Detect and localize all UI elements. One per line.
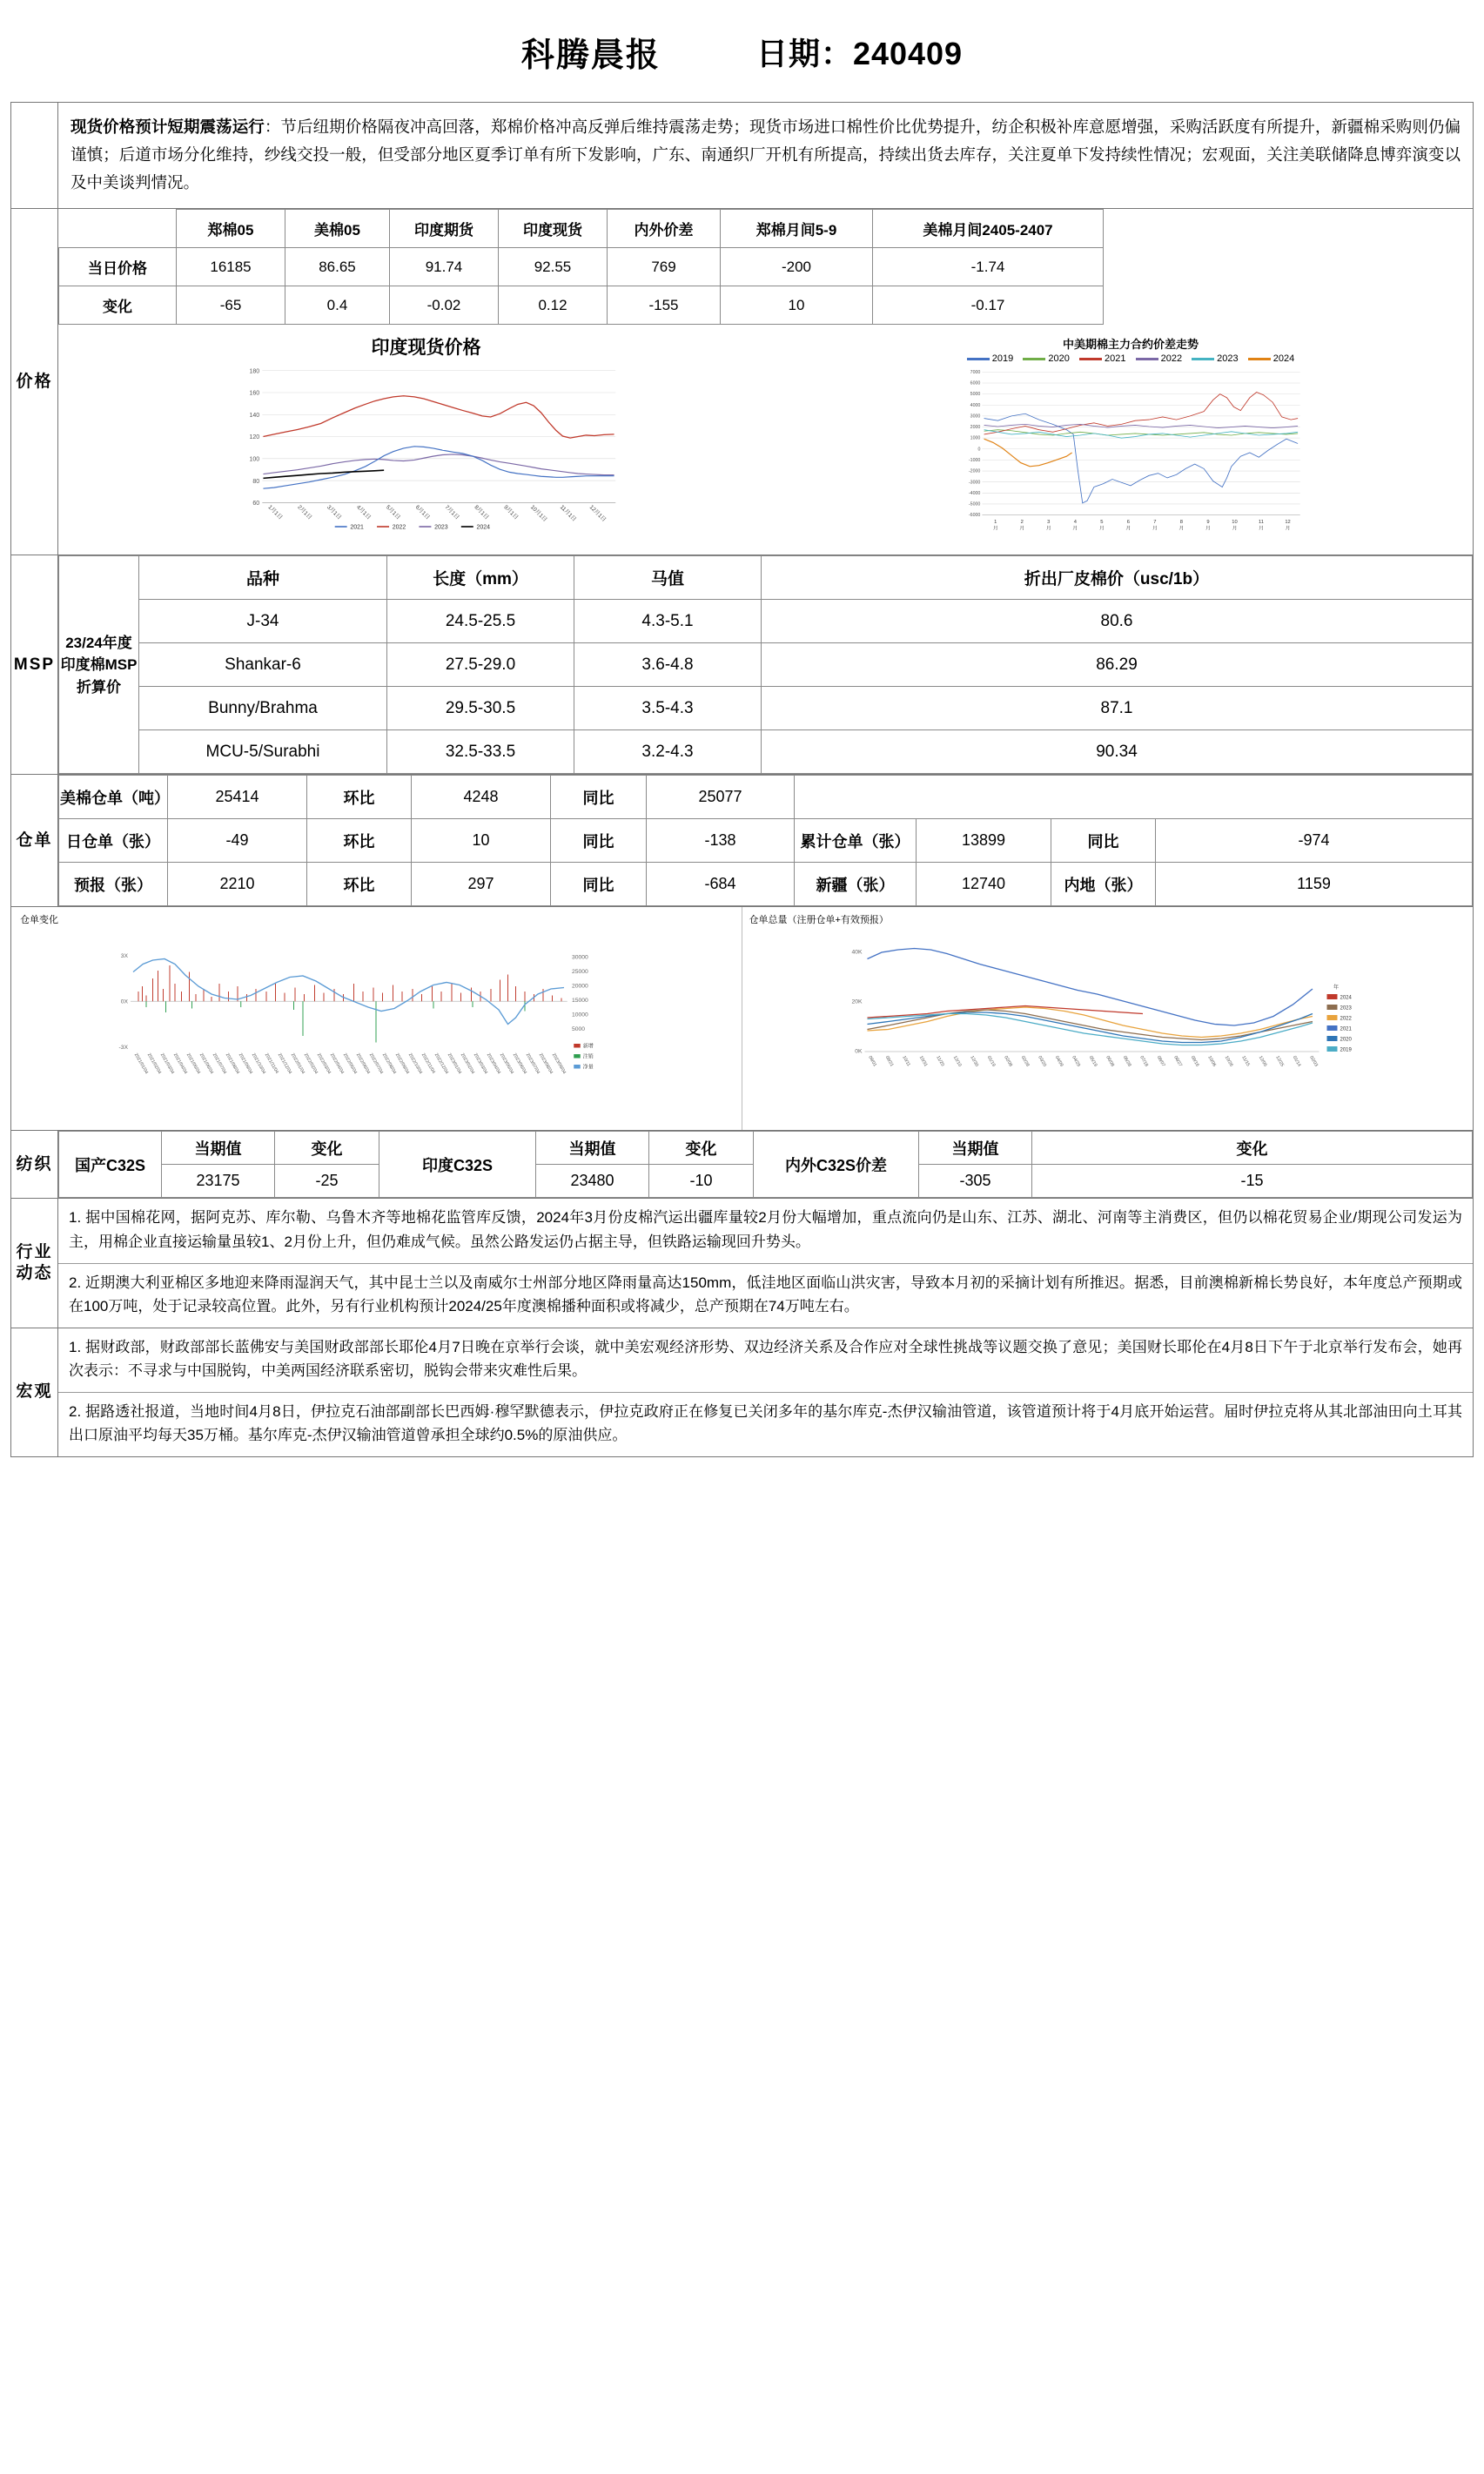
svg-text:2022/09/04: 2022/09/04: [393, 1052, 411, 1076]
summary-text: [71, 113, 1460, 196]
svg-text:12/25: 12/25: [1273, 1055, 1285, 1068]
svg-text:2023/01/04: 2023/01/04: [446, 1052, 463, 1076]
price-change-6: -0.17: [873, 286, 1104, 325]
svg-text:月: 月: [1205, 526, 1211, 532]
price-current-0: 16185: [177, 248, 285, 286]
wh-r2-k1: 日仓单（张）: [59, 819, 168, 863]
svg-text:月: 月: [1098, 526, 1105, 532]
svg-text:-3000: -3000: [968, 480, 981, 486]
svg-text:2022/10/04: 2022/10/04: [406, 1052, 424, 1076]
wh-r3-k5: 内地（张）: [1051, 863, 1156, 906]
svg-text:2024: 2024: [1340, 995, 1352, 1001]
cn-us-spread-chart-svg: [797, 366, 1464, 540]
svg-text:10/26: 10/26: [1223, 1055, 1234, 1068]
wh-r1-k1: 美棉仓单（吨）: [59, 776, 168, 819]
price-current-6: -1.74: [873, 248, 1104, 286]
summary-row-label: [11, 103, 58, 209]
svg-text:注销: 注销: [582, 1054, 594, 1060]
textile-table: [58, 1131, 1473, 1198]
wh-r1-k2: 环比: [307, 776, 412, 819]
msp-variety-1: Shankar-6: [139, 643, 387, 687]
textile-domestic-chg: -25: [275, 1165, 379, 1198]
svg-text:-4000: -4000: [968, 491, 981, 497]
svg-text:03/20: 03/20: [1036, 1055, 1047, 1068]
svg-text:0: 0: [977, 447, 981, 453]
svg-text:-1000: -1000: [968, 458, 981, 464]
svg-text:2022/04/04: 2022/04/04: [328, 1052, 346, 1076]
svg-text:-6000: -6000: [968, 513, 981, 519]
price-row-current: [59, 248, 1473, 286]
svg-text:2021/10/04: 2021/10/04: [250, 1052, 267, 1076]
msp-length-1: 27.5-29.0: [387, 643, 574, 687]
svg-text:120: 120: [249, 434, 260, 441]
industry-para-2: 2. 近期澳大利亚棉区多地迎来降雨湿润天气，其中昆士兰以及南威尔士州部分地区降雨量高达150mm，低洼地区面临山洪灾害，导致本月初的采摘计划有所推迟。据悉，目前澳棉新棉长势良好，本年度总产预期或在100万吨，处于记录较高位置。此外，另有行业机构预计2024/25年度澳棉播种面积或将减少，总产预期在74万吨左右。: [58, 1263, 1473, 1328]
svg-text:1000: 1000: [970, 436, 981, 442]
svg-text:年: 年: [1333, 985, 1339, 992]
price-change-4: -155: [608, 286, 721, 325]
report-outer-table: [10, 102, 1474, 1457]
svg-text:3000: 3000: [970, 413, 981, 420]
price-row-current-label: 当日价格: [59, 248, 177, 286]
svg-text:8月1日: 8月1日: [473, 504, 490, 521]
svg-text:2021/08/04: 2021/08/04: [224, 1052, 241, 1076]
svg-text:2021/03/04: 2021/03/04: [158, 1052, 176, 1076]
price-change-1: 0.4: [285, 286, 390, 325]
svg-text:04/09: 04/09: [1053, 1055, 1064, 1068]
warehouse-row: [11, 775, 1474, 907]
warehouse-row-forecast: [59, 863, 1473, 906]
wh-r3-k1: 预报（张）: [59, 863, 168, 906]
msp-price-3: 90.34: [762, 730, 1473, 774]
warehouse-charts-cell: [11, 907, 1474, 1131]
svg-text:10月1日: 10月1日: [528, 504, 548, 524]
wh-r2-k3: 同比: [551, 819, 647, 863]
msp-length-3: 32.5-33.5: [387, 730, 574, 774]
warehouse-cell: [58, 775, 1474, 907]
price-header-blank: [59, 210, 177, 248]
warehouse-change-chart-svg: [20, 926, 736, 1122]
svg-text:2023/03/04: 2023/03/04: [472, 1052, 489, 1076]
msp-mic-2: 3.5-4.3: [574, 687, 762, 730]
warehouse-table: [58, 775, 1473, 906]
wh-r3-v4: 12740: [917, 863, 1051, 906]
svg-text:3: 3: [1047, 520, 1051, 526]
svg-text:0K: 0K: [854, 1048, 862, 1055]
summary-cell: [58, 103, 1474, 209]
price-current-5: -200: [721, 248, 873, 286]
price-current-1: 86.65: [285, 248, 390, 286]
svg-text:2021/01/04: 2021/01/04: [132, 1052, 150, 1076]
warehouse-charts: [11, 907, 1473, 1130]
price-row-label: 价格: [11, 209, 58, 555]
macro-para-2: 2. 据路透社报道，当地时间4月8日，伊拉克石油部副部长巴西姆·穆罕默德表示，伊拉克政府正在修复已关闭多年的基尔库克-杰伊汉输油管道，该管道预计将于4月底开始运营。届时伊拉克将从其北部油田向土耳其出口原油平均每天35万桶。基尔库克-杰伊汉输油管道曾承担全球约0.5%的原油供应。: [58, 1392, 1473, 1456]
svg-text:10/11: 10/11: [900, 1055, 911, 1068]
wh-r3-v2: 297: [412, 863, 551, 906]
svg-text:6月1日: 6月1日: [413, 504, 431, 521]
price-header-2: 印度期货: [390, 210, 499, 248]
svg-text:06/28: 06/28: [1121, 1055, 1132, 1068]
wh-r1-v3: 25077: [647, 776, 795, 819]
svg-text:12: 12: [1285, 520, 1291, 526]
svg-text:11/15: 11/15: [1239, 1055, 1251, 1068]
svg-text:2021/04/04: 2021/04/04: [171, 1052, 189, 1076]
svg-text:3X: 3X: [120, 953, 128, 960]
svg-text:08/07: 08/07: [1155, 1055, 1166, 1068]
msp-mic-0: 4.3-5.1: [574, 600, 762, 643]
svg-text:月: 月: [1125, 526, 1131, 532]
svg-text:-2000: -2000: [968, 469, 981, 475]
price-header-1: 美棉05: [285, 210, 390, 248]
svg-text:30000: 30000: [572, 954, 588, 961]
svg-text:02/03: 02/03: [1307, 1055, 1319, 1068]
svg-text:09/01: 09/01: [866, 1055, 877, 1068]
price-change-0: -65: [177, 286, 285, 325]
svg-text:2023: 2023: [1340, 1005, 1352, 1012]
svg-text:2000: 2000: [970, 425, 981, 431]
wh-r1-pad: [795, 776, 1473, 819]
msp-header-variety: 品种: [139, 556, 387, 600]
wh-r3-k2: 环比: [307, 863, 412, 906]
svg-text:-3X: -3X: [118, 1045, 128, 1052]
svg-text:2月1日: 2月1日: [296, 504, 313, 521]
svg-text:11月1日: 11月1日: [558, 504, 578, 523]
wh-r2-v4: 13899: [917, 819, 1051, 863]
svg-text:10: 10: [1232, 520, 1238, 526]
industry-row-label: 行业动态: [11, 1199, 58, 1328]
warehouse-total-chart-svg: [749, 926, 1465, 1122]
warehouse-charts-row: [11, 907, 1474, 1131]
svg-text:2021/05/04: 2021/05/04: [185, 1052, 202, 1076]
svg-text:4月1日: 4月1日: [354, 504, 373, 521]
svg-text:2021/11/04: 2021/11/04: [263, 1052, 279, 1075]
svg-text:01/14: 01/14: [1291, 1055, 1302, 1068]
warehouse-row-label: 仓单: [11, 775, 58, 907]
svg-text:2022/07/04: 2022/07/04: [367, 1052, 385, 1076]
india-spot-chart: [58, 325, 794, 555]
warehouse-total-chart-title: 仓单总量（注册仓单+有效预报）: [749, 915, 889, 926]
macro-row: [11, 1328, 1474, 1456]
svg-text:100: 100: [249, 456, 260, 463]
svg-text:5000: 5000: [970, 392, 981, 398]
svg-text:2021: 2021: [350, 524, 364, 531]
svg-text:净量: 净量: [582, 1065, 594, 1071]
cn-us-spread-chart: [794, 325, 1473, 555]
svg-text:5000: 5000: [572, 1026, 586, 1033]
svg-text:02/08: 02/08: [1002, 1055, 1013, 1068]
svg-text:月: 月: [1019, 526, 1025, 532]
warehouse-row-us: [59, 776, 1473, 819]
svg-text:8: 8: [1179, 520, 1184, 526]
svg-text:4000: 4000: [970, 403, 981, 409]
price-header-6: 美棉月间2405-2407: [873, 210, 1104, 248]
textile-cell: [58, 1131, 1474, 1199]
wh-r3-v3: -684: [647, 863, 795, 906]
svg-text:2023/02/04: 2023/02/04: [459, 1052, 476, 1076]
svg-text:2021/09/04: 2021/09/04: [237, 1052, 254, 1076]
svg-text:20000: 20000: [572, 983, 588, 990]
svg-text:10000: 10000: [572, 1012, 588, 1019]
msp-cell: [58, 555, 1474, 775]
page-title: [10, 0, 1474, 102]
svg-text:月: 月: [1152, 526, 1158, 532]
warehouse-change-chart-title: 仓单变化: [20, 915, 58, 926]
industry-row: [11, 1199, 1474, 1328]
wh-r1-v1: 25414: [168, 776, 307, 819]
price-current-2: 91.74: [390, 248, 499, 286]
svg-text:2022/12/04: 2022/12/04: [433, 1052, 450, 1076]
textile-h-cur-2: 当期值: [536, 1132, 649, 1165]
svg-text:60: 60: [252, 501, 260, 508]
svg-text:2021/02/04: 2021/02/04: [145, 1052, 163, 1076]
price-change-5: 10: [721, 286, 873, 325]
msp-variety-3: MCU-5/Surabhi: [139, 730, 387, 774]
wh-r2-k4: 累计仓单（张）: [795, 819, 917, 863]
svg-text:180: 180: [249, 368, 260, 375]
svg-text:2023/09/04: 2023/09/04: [550, 1052, 567, 1076]
svg-text:12/10: 12/10: [951, 1055, 963, 1068]
msp-row-label: MSP: [11, 555, 58, 775]
svg-text:2021: 2021: [1340, 1026, 1352, 1032]
svg-text:2022/06/04: 2022/06/04: [354, 1052, 372, 1076]
price-change-pad: [1104, 286, 1473, 325]
price-change-2: -0.02: [390, 286, 499, 325]
svg-text:4: 4: [1073, 520, 1077, 526]
svg-text:2023/05/04: 2023/05/04: [498, 1052, 515, 1076]
svg-text:2022: 2022: [392, 524, 406, 531]
msp-header-length: 长度（mm）: [387, 556, 574, 600]
svg-text:新增: 新增: [582, 1044, 594, 1050]
msp-row-3: [59, 730, 1473, 774]
msp-variety-2: Bunny/Brahma: [139, 687, 387, 730]
svg-text:7000: 7000: [970, 370, 981, 376]
svg-text:6: 6: [1126, 520, 1130, 526]
msp-length-0: 24.5-25.5: [387, 600, 574, 643]
textile-h-chg-3: 变化: [1032, 1132, 1473, 1165]
svg-text:08/27: 08/27: [1172, 1055, 1183, 1068]
svg-text:25000: 25000: [572, 969, 588, 976]
svg-text:月: 月: [1072, 526, 1078, 532]
wh-r2-v5: -974: [1156, 819, 1473, 863]
svg-text:月: 月: [992, 526, 998, 532]
msp-mic-3: 3.2-4.3: [574, 730, 762, 774]
textile-label-spread: 内外C32S价差: [754, 1132, 919, 1198]
svg-text:1月1日: 1月1日: [266, 504, 284, 521]
price-current-4: 769: [608, 248, 721, 286]
svg-text:2022/08/04: 2022/08/04: [380, 1052, 398, 1076]
svg-text:10/31: 10/31: [917, 1055, 929, 1068]
svg-text:2023/06/04: 2023/06/04: [511, 1052, 528, 1076]
svg-text:09/21: 09/21: [883, 1055, 895, 1068]
industry-para-1: 1. 据中国棉花网，据阿克苏、库尔勒、乌鲁木齐等地棉花监管库反馈，2024年3月份皮棉汽运出疆库量较2月份大幅增加，重点流向仍是山东、江苏、湖北、河南等主消费区，但仍以棉花贸易企业/期现公司发运为主，用棉企业直接运输量虽较1、2月份上升，但仍难成气候。虽然公路发运仍占据主导，但铁路运输现回升势头。: [69, 1209, 1462, 1250]
warehouse-total-chart: [742, 907, 1474, 1130]
textile-row-label: 纺织: [11, 1131, 58, 1199]
report-title: 科腾晨报: [520, 37, 661, 74]
india-spot-chart-title: 印度现货价格: [371, 338, 481, 359]
svg-text:2022/02/04: 2022/02/04: [302, 1052, 319, 1076]
textile-label-india: 印度C32S: [379, 1132, 536, 1198]
msp-price-1: 86.29: [762, 643, 1473, 687]
textile-h-chg-2: 变化: [649, 1132, 754, 1165]
textile-h-cur-3: 当期值: [919, 1132, 1032, 1165]
svg-text:2023/08/04: 2023/08/04: [537, 1052, 554, 1076]
wh-r2-v3: -138: [647, 819, 795, 863]
price-row: [11, 209, 1474, 555]
msp-variety-0: J-34: [139, 600, 387, 643]
svg-text:40K: 40K: [850, 949, 862, 956]
svg-text:2021/07/04: 2021/07/04: [211, 1052, 228, 1076]
svg-text:2020: 2020: [1340, 1037, 1352, 1043]
price-header-4: 内外价差: [608, 210, 721, 248]
svg-text:7月1日: 7月1日: [443, 504, 460, 521]
price-row-change: [59, 286, 1473, 325]
price-header-3: 印度现货: [499, 210, 608, 248]
svg-text:12月1日: 12月1日: [588, 504, 608, 524]
summary-row: [11, 103, 1474, 209]
price-header-5: 郑棉月间5-9: [721, 210, 873, 248]
svg-text:11/20: 11/20: [934, 1055, 945, 1068]
textile-row: [11, 1131, 1474, 1199]
textile-h-chg-1: 变化: [275, 1132, 379, 1165]
price-table: [58, 209, 1473, 325]
macro-para-1: 1. 据财政部，财政部部长蓝佛安与美国财政部部长耶伦4月7日晚在京举行会谈，就中美宏观经济形势、双边经济关系及合作应对全球性挑战等议题交换了意见；美国财长耶伦在4月8日下午于北京举行发布会，她再次表示：不寻求与中国脱钩，中美两国经济联系密切，脱钩会带来灾难性后果。: [69, 1338, 1462, 1380]
msp-header-mic: 马值: [574, 556, 762, 600]
msp-table: [58, 555, 1473, 774]
svg-text:12/30: 12/30: [968, 1055, 979, 1068]
svg-text:09/16: 09/16: [1189, 1055, 1200, 1068]
msp-header-price: 折出厂皮棉价（usc/1b）: [762, 556, 1473, 600]
macro-cell: [58, 1328, 1474, 1456]
svg-text:02/28: 02/28: [1019, 1055, 1031, 1068]
msp-price-2: 87.1: [762, 687, 1473, 730]
svg-text:80: 80: [252, 479, 260, 486]
svg-text:2024: 2024: [476, 524, 491, 531]
svg-text:2022/01/04: 2022/01/04: [289, 1052, 306, 1076]
price-charts-row: [58, 325, 1473, 555]
price-header-row: [59, 210, 1473, 248]
msp-price-0: 80.6: [762, 600, 1473, 643]
msp-row-0: [59, 600, 1473, 643]
msp-vertical-label: 23/24年度印度棉MSP折算价: [59, 556, 139, 774]
industry-cell: [58, 1199, 1474, 1328]
textile-india-cur: 23480: [536, 1165, 649, 1198]
svg-text:月: 月: [1045, 526, 1051, 532]
price-current-pad: [1104, 248, 1473, 286]
warehouse-row-daily: [59, 819, 1473, 863]
india-spot-chart-svg: [65, 361, 787, 548]
summary-lead: 现货价格预计短期震荡运行: [71, 118, 265, 136]
svg-text:-5000: -5000: [968, 501, 981, 508]
svg-text:6000: 6000: [970, 381, 981, 387]
macro-row-label: 宏观: [11, 1328, 58, 1456]
svg-text:9: 9: [1206, 520, 1210, 526]
svg-text:05/19: 05/19: [1087, 1055, 1098, 1068]
textile-spread-chg: -15: [1032, 1165, 1473, 1198]
svg-text:2021/12/04: 2021/12/04: [276, 1052, 293, 1076]
svg-text:140: 140: [249, 413, 260, 420]
svg-text:3月1日: 3月1日: [326, 504, 343, 521]
price-row-change-label: 变化: [59, 286, 177, 325]
wh-r3-k4: 新疆（张）: [795, 863, 917, 906]
svg-text:9月1日: 9月1日: [502, 504, 520, 521]
svg-text:2: 2: [1020, 520, 1024, 526]
svg-text:2023/07/04: 2023/07/04: [524, 1052, 541, 1076]
svg-text:07/18: 07/18: [1138, 1055, 1149, 1068]
svg-text:04/29: 04/29: [1070, 1055, 1081, 1068]
svg-text:月: 月: [1259, 526, 1264, 532]
svg-text:5月1日: 5月1日: [384, 504, 401, 521]
msp-length-2: 29.5-30.5: [387, 687, 574, 730]
wh-r2-v1: -49: [168, 819, 307, 863]
msp-mic-1: 3.6-4.8: [574, 643, 762, 687]
wh-r2-k5: 同比: [1051, 819, 1156, 863]
svg-text:12/05: 12/05: [1257, 1055, 1268, 1068]
msp-row-1: [59, 643, 1473, 687]
textile-domestic-cur: 23175: [162, 1165, 275, 1198]
wh-r3-k3: 同比: [551, 863, 647, 906]
msp-header-row: [59, 556, 1473, 600]
svg-text:7: 7: [1153, 520, 1157, 526]
wh-r1-k3: 同比: [551, 776, 647, 819]
wh-r2-v2: 10: [412, 819, 551, 863]
textile-spread-cur: -305: [919, 1165, 1032, 1198]
textile-india-chg: -10: [649, 1165, 754, 1198]
warehouse-change-chart: [11, 907, 742, 1130]
price-current-3: 92.55: [499, 248, 608, 286]
msp-row-2: [59, 687, 1473, 730]
svg-text:月: 月: [1178, 526, 1185, 532]
svg-text:月: 月: [1285, 526, 1291, 532]
svg-text:2023: 2023: [434, 524, 448, 531]
textile-label-domestic: 国产C32S: [59, 1132, 162, 1198]
price-change-3: 0.12: [499, 286, 608, 325]
svg-text:11: 11: [1259, 520, 1264, 526]
price-cell: [58, 209, 1474, 555]
price-header-0: 郑棉05: [177, 210, 285, 248]
svg-text:15000: 15000: [572, 998, 588, 1005]
cn-us-spread-chart-title: 中美期棉主力合约价差走势: [1062, 338, 1199, 352]
svg-text:2021/06/04: 2021/06/04: [198, 1052, 215, 1076]
svg-text:0X: 0X: [120, 998, 128, 1005]
wh-r3-v5: 1159: [1156, 863, 1473, 906]
svg-text:2023/04/04: 2023/04/04: [485, 1052, 502, 1076]
svg-text:2022/03/04: 2022/03/04: [315, 1052, 332, 1076]
svg-text:06/08: 06/08: [1104, 1055, 1115, 1068]
cn-us-spread-legend: 2019 2020 2021 2022 2023 2024: [797, 353, 1464, 364]
price-header-pad: [1104, 210, 1473, 248]
svg-text:2022/05/04: 2022/05/04: [341, 1052, 359, 1076]
svg-text:20K: 20K: [850, 998, 862, 1005]
report-date: 日期：240409: [755, 36, 964, 71]
svg-text:5: 5: [1100, 520, 1104, 526]
svg-text:2019: 2019: [1340, 1047, 1352, 1053]
svg-text:2022/11/04: 2022/11/04: [420, 1052, 436, 1075]
wh-r2-k2: 环比: [307, 819, 412, 863]
textile-h-cur-1: 当期值: [162, 1132, 275, 1165]
summary-body: ：节后纽期价格隔夜冲高回落，郑棉价格冲高反弹后维持震荡走势；现货市场进口棉性价比优势提升，纺企积极补库意愿增强，采购活跃度有所提升，新疆棉采购则仍偏谨慎；后道市场分化维持，纱线交投一般，但受部分地区夏季订单有所下发影响，广东、南通织厂开机有所提高，持续出货去库存，关注夏单下发持续性情况；宏观面，关注美联储降息博弈演变以及中美谈判情况。: [71, 118, 1460, 192]
svg-text:2022: 2022: [1340, 1016, 1352, 1022]
svg-text:月: 月: [1232, 526, 1238, 532]
wh-r1-v2: 4248: [412, 776, 551, 819]
svg-text:10/06: 10/06: [1205, 1055, 1217, 1068]
wh-r3-v1: 2210: [168, 863, 307, 906]
svg-text:160: 160: [249, 391, 260, 398]
textile-header-row: [59, 1132, 1473, 1165]
svg-text:1: 1: [994, 520, 997, 526]
svg-text:01/19: 01/19: [985, 1055, 997, 1068]
msp-row: [11, 555, 1474, 775]
